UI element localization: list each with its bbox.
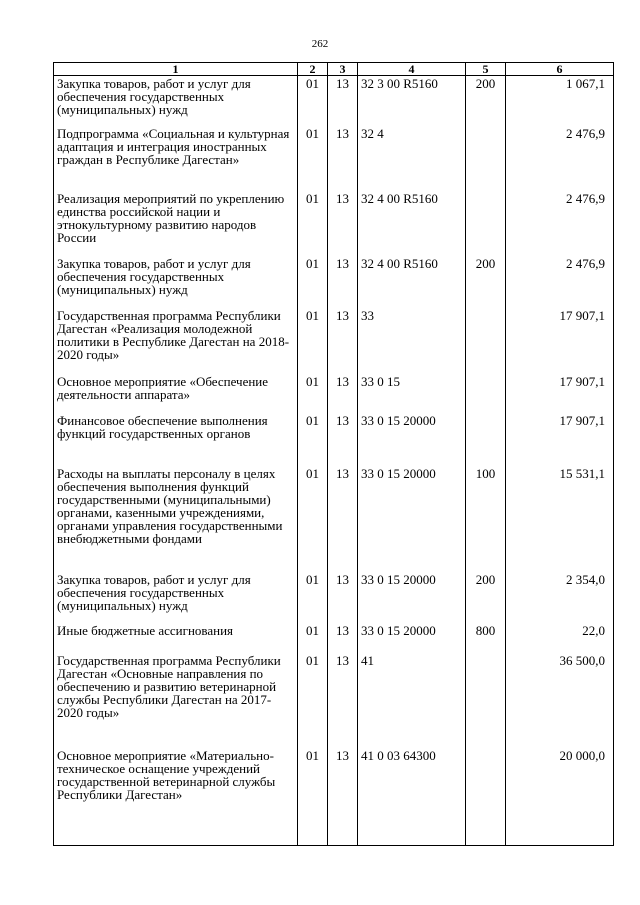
expense-type-code [466, 126, 506, 191]
target-article-code: 33 0 15 20000 [358, 572, 466, 624]
target-article-code: 33 0 15 20000 [358, 466, 466, 572]
subsection-code: 13 [328, 748, 358, 845]
target-article-code: 33 0 15 20000 [358, 623, 466, 652]
section-code: 01 [298, 466, 328, 572]
row-name: Основное мероприятие «Обеспечение деятельности аппарата» [54, 374, 298, 414]
row-name: Расходы на выплаты персоналу в целях обеспечения выполнения функций государственными (муниципальными) органами, казенными учреждениями, органами управления государственными внебюджетными фондами [54, 466, 298, 572]
amount: 17 907,1 [506, 308, 614, 374]
amount: 1 067,1 [506, 76, 614, 127]
amount: 2 354,0 [506, 572, 614, 624]
amount: 17 907,1 [506, 413, 614, 466]
section-code: 01 [298, 256, 328, 308]
target-article-code: 41 [358, 653, 466, 748]
expense-type-code [466, 374, 506, 414]
subsection-code: 13 [328, 623, 358, 652]
subsection-code: 13 [328, 572, 358, 624]
budget-table [53, 62, 614, 846]
target-article-code: 33 [358, 308, 466, 374]
page-number: 262 [311, 38, 329, 50]
column-header: 2 [298, 63, 328, 76]
target-article-code: 41 0 03 64300 [358, 748, 466, 845]
section-code: 01 [298, 623, 328, 652]
table-row [54, 572, 614, 624]
expense-type-code: 200 [466, 256, 506, 308]
table-row [54, 126, 614, 191]
subsection-code: 13 [328, 76, 358, 127]
row-name: Государственная программа Республики Дагестан «Основные направления по обеспечению и развитию ветеринарной службы Республики Дагестан на 2017-2020 годы» [54, 653, 298, 748]
target-article-code: 33 0 15 [358, 374, 466, 414]
section-code: 01 [298, 413, 328, 466]
section-code: 01 [298, 191, 328, 256]
target-article-code: 32 4 [358, 126, 466, 191]
section-code: 01 [298, 126, 328, 191]
subsection-code: 13 [328, 466, 358, 572]
row-name: Реализация мероприятий по укреплению единства российской нации и этнокультурному развитию народов России [54, 191, 298, 256]
subsection-code: 13 [328, 413, 358, 466]
amount: 20 000,0 [506, 748, 614, 845]
amount: 17 907,1 [506, 374, 614, 414]
row-name: Подпрограмма «Социальная и культурная адаптация и интеграция иностранных граждан в Республике Дагестан» [54, 126, 298, 191]
subsection-code: 13 [328, 126, 358, 191]
column-header: 4 [358, 63, 466, 76]
section-code: 01 [298, 572, 328, 624]
expense-type-code [466, 308, 506, 374]
row-name: Иные бюджетные ассигнования [54, 623, 298, 652]
column-header: 3 [328, 63, 358, 76]
table-row [54, 256, 614, 308]
target-article-code: 32 4 00 R5160 [358, 256, 466, 308]
section-code: 01 [298, 374, 328, 414]
target-article-code: 32 3 00 R5160 [358, 76, 466, 127]
target-article-code: 33 0 15 20000 [358, 413, 466, 466]
table-row [54, 191, 614, 256]
subsection-code: 13 [328, 653, 358, 748]
column-header: 1 [54, 63, 298, 76]
table-row [54, 466, 614, 572]
row-name: Закупка товаров, работ и услуг для обеспечения государственных (муниципальных) нужд [54, 76, 298, 127]
amount: 36 500,0 [506, 653, 614, 748]
row-name: Государственная программа Республики Дагестан «Реализация молодежной политики в Республике Дагестан на 2018-2020 годы» [54, 308, 298, 374]
section-code: 01 [298, 308, 328, 374]
row-name: Основное мероприятие «Материально-техническое оснащение учреждений государственной ветеринарной службы Республики Дагестан» [54, 748, 298, 845]
expense-type-code [466, 413, 506, 466]
expense-type-code: 200 [466, 572, 506, 624]
row-name: Финансовое обеспечение выполнения функций государственных органов [54, 413, 298, 466]
amount: 2 476,9 [506, 256, 614, 308]
expense-type-code: 800 [466, 623, 506, 652]
row-name: Закупка товаров, работ и услуг для обеспечения государственных (муниципальных) нужд [54, 256, 298, 308]
amount: 15 531,1 [506, 466, 614, 572]
column-header: 6 [506, 63, 614, 76]
subsection-code: 13 [328, 308, 358, 374]
target-article-code: 32 4 00 R5160 [358, 191, 466, 256]
amount: 22,0 [506, 623, 614, 652]
table-row [54, 308, 614, 374]
section-code: 01 [298, 653, 328, 748]
table-row [54, 623, 614, 652]
expense-type-code: 200 [466, 76, 506, 127]
column-header: 5 [466, 63, 506, 76]
expense-type-code [466, 191, 506, 256]
amount: 2 476,9 [506, 191, 614, 256]
table-row [54, 76, 614, 127]
subsection-code: 13 [328, 256, 358, 308]
expense-type-code: 100 [466, 466, 506, 572]
table-row [54, 653, 614, 748]
expense-type-code [466, 748, 506, 845]
expense-type-code [466, 653, 506, 748]
subsection-code: 13 [328, 374, 358, 414]
amount: 2 476,9 [506, 126, 614, 191]
subsection-code: 13 [328, 191, 358, 256]
table-row [54, 413, 614, 466]
row-name: Закупка товаров, работ и услуг для обеспечения государственных (муниципальных) нужд [54, 572, 298, 624]
section-code: 01 [298, 748, 328, 845]
table-row [54, 374, 614, 414]
section-code: 01 [298, 76, 328, 127]
table-row [54, 748, 614, 845]
table-header-row [54, 63, 614, 76]
